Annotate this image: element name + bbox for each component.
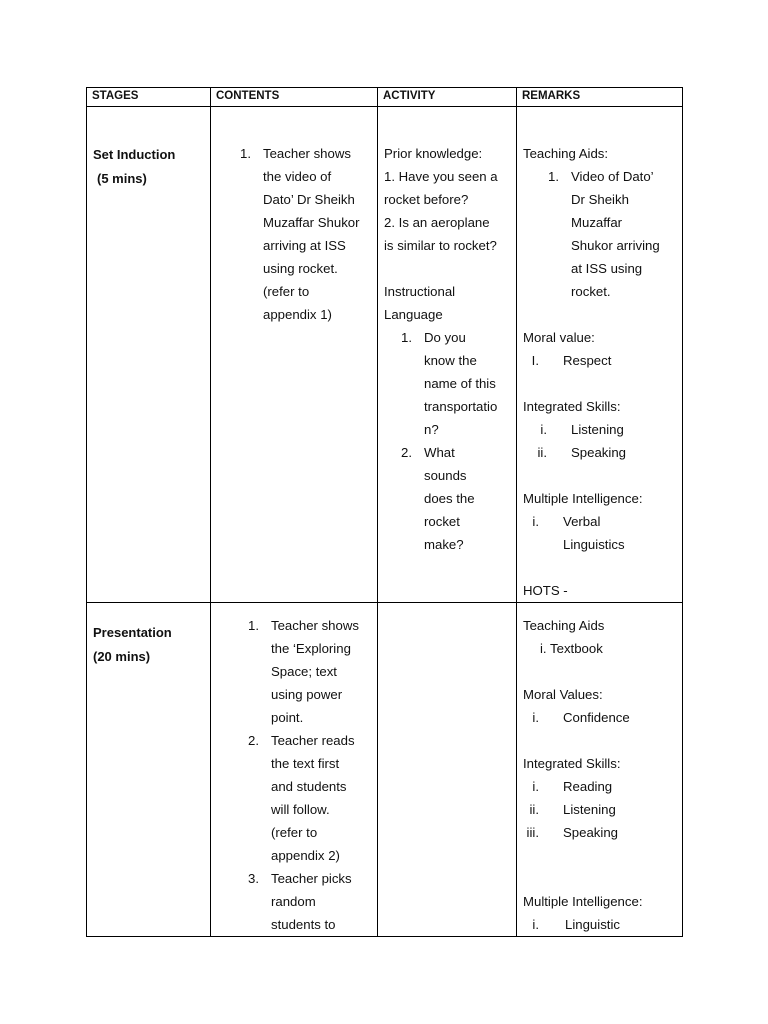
remarks-cell [517,603,683,937]
list-item: 1. Video of Dato’ Dr Sheikh Muzaffar Shukor arriving at ISS using rocket. [548,169,660,299]
list-item: 1. Do you know the name of this transportatio n? [401,330,498,437]
list-item: iii. Speaking [526,825,618,840]
table-row-set-induction [87,107,683,603]
contents-cell [211,603,378,937]
header-stages: STAGES [87,88,211,107]
list-item: i. Listening [540,422,624,437]
stage-cell [87,107,211,603]
lesson-plan-table [86,87,683,937]
contents-cell [211,107,378,603]
hots-label: HOTS - [523,583,568,598]
prior-knowledge-heading: Prior knowledge: [384,146,483,161]
multiple-intelligence-heading: Multiple Intelligence: [523,491,643,506]
teaching-aids-heading: Teaching Aids [523,618,605,633]
list-item: 1. Teacher shows the video of Dato’ Dr Sheikh Muzaffar Shukor arriving at ISS using rocket. (refer to appendix 1) [211,142,377,326]
list-item: 2. What sounds does the rocket make? [401,445,475,552]
stage-time: (20 mins) [93,649,151,664]
list-item: 1. Teacher shows the ‘Exploring Space; text using power point. [248,618,359,725]
integrated-skills-heading: Integrated Skills: [523,756,621,771]
prior-questions: 1. Have you seen a rocket before? 2. Is an aeroplane is similar to rocket? [384,169,498,253]
multiple-intelligence-heading: Multiple Intelligence: [523,894,643,909]
header-contents: CONTENTS [211,88,378,107]
list-item: ii. Speaking [537,445,626,460]
list-item: i. Linguistic [532,917,620,932]
table-row-presentation [87,603,683,937]
list-item: i. Confidence [532,710,630,725]
stage-name: Presentation [93,625,172,640]
header-remarks: REMARKS [517,88,683,107]
contents-text: Teacher shows the video of Dato’ Dr Sheikh Muzaffar Shukor arriving at ISS using rocket. (refer to appendix 1) [263,146,360,322]
stage-time: (5 mins) [97,171,147,186]
list-item: 3. Teacher picks random students to [248,871,352,932]
instructional-language-heading: Instructional Language [384,284,456,322]
stage-name: Set Induction [93,147,176,162]
list-item: ii. Listening [529,802,616,817]
remarks-cell [517,107,683,603]
activity-cell-empty [378,603,517,937]
moral-value-heading: Moral value: [523,330,595,345]
stage-cell [87,603,211,937]
list-item: i. Textbook [540,641,603,656]
header-activity: ACTIVITY [378,88,517,107]
list-item: i. Reading [532,779,613,794]
header-row [87,88,683,107]
integrated-skills-heading: Integrated Skills: [523,399,621,414]
list-item: 2. Teacher reads the text first and students will follow. (refer to appendix 2) [248,733,355,863]
activity-cell [378,107,517,603]
moral-values-heading: Moral Values: [523,687,603,702]
teaching-aids-heading: Teaching Aids: [523,146,609,161]
list-item: I. Respect [531,353,612,368]
list-item: i. Verbal Linguistics [532,514,625,552]
